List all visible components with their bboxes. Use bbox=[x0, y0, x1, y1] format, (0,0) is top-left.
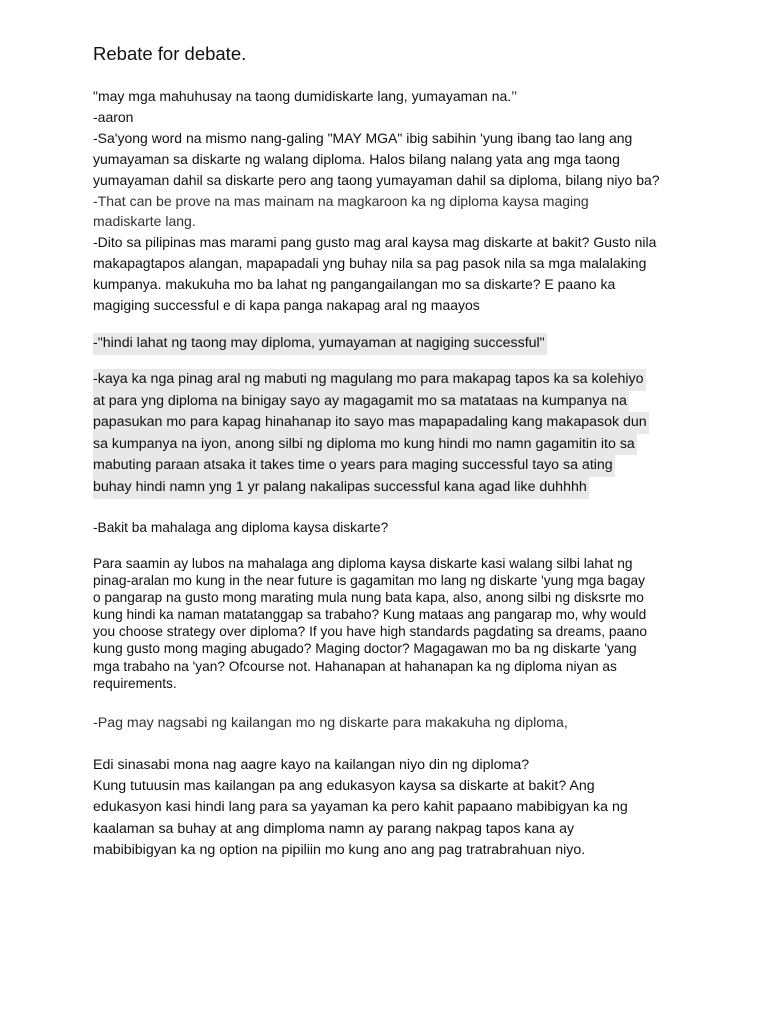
highlighted-line: buhay hindi namn yng 1 yr palang nakalipas successful kana agad like duhhhh bbox=[93, 477, 589, 499]
highlighted-line: mabuting paraan atsaka it takes time o years para maging successful tayo sa ating bbox=[93, 455, 615, 477]
text-line: magiging successful e di kapa panga nakapag aral ng maayos bbox=[93, 297, 480, 314]
pag-paragraph bbox=[93, 713, 693, 734]
text-line: kaalaman sa buhay at ang dimploma namn ay parang nakpag tapos kana ay bbox=[93, 820, 575, 837]
text-line: edukasyon kasi hindi lang para sa yayaman ka pero kahit papaano mabibigyan ka ng bbox=[93, 799, 628, 816]
document-title: Rebate for debate. bbox=[93, 43, 247, 64]
highlighted-line: papasukan mo para kapag hinahanap ito sayo mas mapapadaling kang makapasok dun bbox=[93, 412, 649, 434]
text-line: kumpanya. makukuha mo ba lahat ng pangangailangan mo sa diskarte? E paano ka bbox=[93, 276, 616, 293]
intro-paragraph bbox=[93, 86, 693, 316]
text-line: you choose strategy over diploma? If you have high standards pagdating sa dreams, paano bbox=[93, 624, 647, 640]
response-paragraph bbox=[93, 369, 693, 499]
highlighted-line: sa kumpanya na iyon, anong silbi ng diploma mo kung hindi mo namn gagamitin ito sa bbox=[93, 434, 637, 456]
text-line: pinag-aralan mo kung in the near future is gagamitan mo lang ng diskarte 'yung mga bagay bbox=[93, 573, 645, 589]
text-line: kung hindi ka naman matatanggap sa trabaho? Kung mataas ang pangarap mo, why would bbox=[93, 607, 647, 623]
text-line: -Bakit ba mahalaga ang diploma kaysa diskarte? bbox=[93, 520, 389, 535]
text-line: Kung tutuusin mas kailangan pa ang edukasyon kaysa sa diskarte at bakit? Ang bbox=[93, 778, 595, 795]
text-line: kung gusto mong maging abugado? Maging doctor? Magagawan mo ba ng diskarte 'yang bbox=[93, 641, 637, 657]
text-line: mga trabaho na 'yan? Ofcourse not. Hahanapan at hahanapan ka ng diploma niyan as bbox=[93, 658, 617, 674]
text-line: -Pag may nagsabi ng kailangan mo ng diskarte para makakuha ng diploma, bbox=[93, 715, 568, 731]
highlighted-line: -kaya ka nga pinag aral ng mabuti ng magulang mo para makapag tapos ka sa kolehiyo bbox=[93, 369, 646, 391]
highlighted-line: at para yng diploma na binigay sayo ay magagamit mo sa matataas na kumpanya na bbox=[93, 391, 629, 413]
text-line: yumayaman sa diskarte ng walang diploma. Halos bilang nalang yata ang mga taong bbox=[93, 150, 620, 167]
text-line: requirements. bbox=[93, 675, 177, 691]
text-line: "may mga mahuhusay na taong dumidiskarte lang, yumayaman na.’’ bbox=[93, 88, 518, 104]
text-line: -aaron bbox=[93, 108, 134, 125]
answer-paragraph bbox=[93, 555, 693, 692]
closing-paragraph bbox=[93, 755, 693, 861]
text-line: mabibibigyan ka ng option na pipiliin mo kung ano ang pag tratrabrahuan niyo. bbox=[93, 841, 586, 858]
text-line: -Sa'yong word na mismo nang-galing "MAY MGA" ibig sabihin 'yung ibang tao lang ang bbox=[93, 129, 633, 146]
text-line: Para saamin ay lubos na mahalaga ang diploma kaysa diskarte kasi walang silbi lahat ng bbox=[93, 556, 633, 571]
quote-paragraph bbox=[93, 333, 693, 355]
text-line: yumayaman dahil sa diskarte pero ang taong yumayaman dahil sa diploma, bilang niyo ba? bbox=[93, 171, 660, 188]
text-line: madiskarte lang. bbox=[93, 213, 196, 230]
text-line: makapagtapos alangan, mapapadali yng buhay nila sa pag pasok nila sa mga malalaking bbox=[93, 255, 647, 272]
text-line: -That can be prove na mas mainam na magkaroon ka ng diploma kaysa maging bbox=[93, 192, 589, 209]
text-line: -Dito sa pilipinas mas marami pang gusto mag aral kaysa mag diskarte at bakit? Gusto nila bbox=[93, 234, 657, 251]
text-line: Edi sinasabi mona nag aagre kayo na kailangan niyo din ng diploma? bbox=[93, 757, 530, 773]
question-heading bbox=[93, 519, 693, 536]
highlighted-quote: -"hindi lahat ng taong may diploma, yumayaman at nagiging successful" bbox=[93, 333, 547, 355]
text-line: o pangarap na gusto mong marating mula nung bata kapa, also, anong silbi ng disksrte mo bbox=[93, 590, 644, 606]
